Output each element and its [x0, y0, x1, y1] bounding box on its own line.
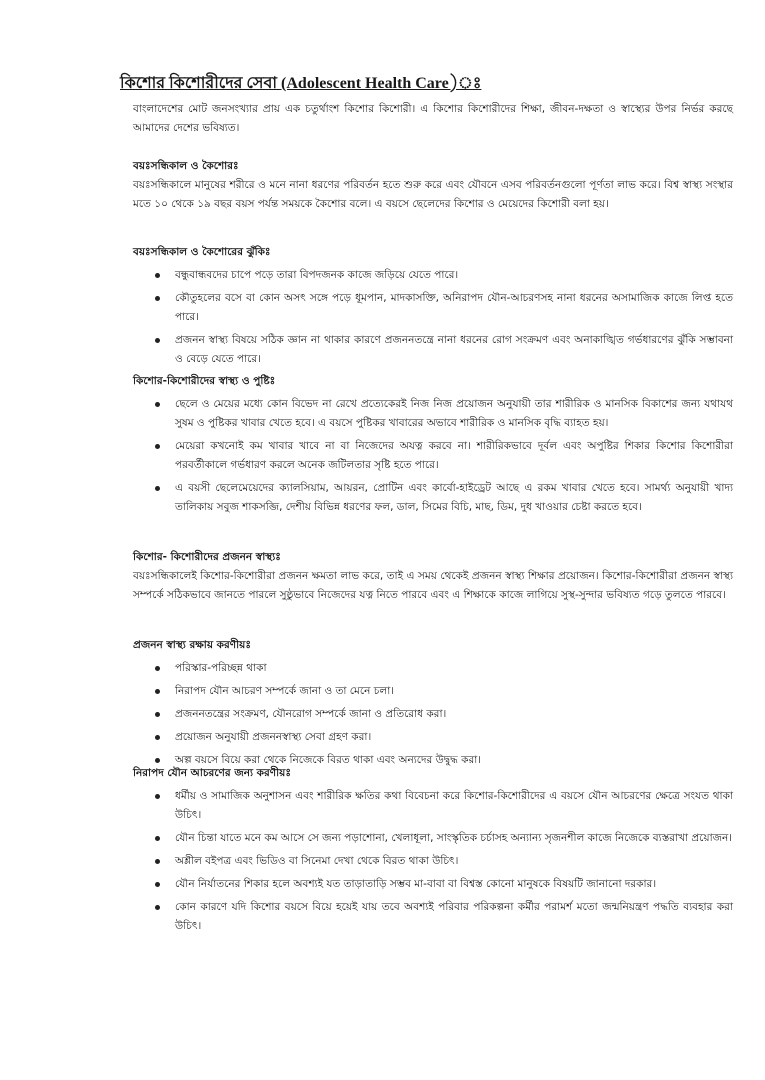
list-item: নিরাপদ যৌন আচরণ সম্পর্কে জানা ও তা মেনে চলা।: [175, 682, 733, 701]
list-item: এ বয়সী ছেলেমেয়েদের ক্যালসিয়াম, আয়রন, প্রোটিন এবং কার্বো-হাইড্রেট আছে এ রকম খাবার খেতে হবে। সামর্থ্য অনুযায়ী খাদ্য তালিকায় সবুজ শাকসব্জি, দেশীয় বিভিন্ন ধরণের ফল, ডাল, সিমের বিচি, মাছ, ডিম, দুধ খাওয়ার চেষ্টা করতে হবে।: [175, 479, 733, 517]
bullet-icon: [155, 338, 160, 343]
bullet-icon: [155, 712, 160, 717]
section-reproductive-care: [133, 636, 733, 774]
bullet-icon: [155, 859, 160, 864]
bullet-icon: [155, 486, 160, 491]
list-item: ধর্মীয় ও সামাজিক অনুশাসন এবং শারীরিক ক্ষতির কথা বিবেচনা করে কিশোর-কিশোরীদের এ বয়সে যৌন আচরণের ক্ষেত্রে সংযত থাকা উচিৎ।: [175, 787, 733, 825]
list-item: ছেলে ও মেয়ের মধ্যে কোন বিভেদ না রেখে প্রত্যেকেরই নিজ নিজ প্রয়োজন অনুযায়ী তার শারীরিক ও মানসিক বিকাশের জন্য যথাযথ সুষম ও পুষ্টিকর খাবার খেতে হবে। এ বয়সে পুষ্টিকর খাবারের অভাবে শারীরিক ও মানসিক বৃদ্ধি ব্যাহত হয়।: [175, 395, 733, 433]
list-item: মেয়েরা কখনোই কম খাবার খাবে না বা নিজেদের অযত্ন করবে না। শারীরিকভাবে দূর্বল এবং অপুষ্টির শিকার কিশোর কিশোরীরা পরবর্তীকালে গর্ভধারণ করলে অনেক জটিলতার সৃষ্টি হতে পারে।: [175, 437, 733, 475]
list-item: প্রজনন স্বাস্থ্য বিষয়ে সঠিক জ্ঞান না থাকার কারণে প্রজননতন্ত্রে নানা ধরনের রোগ সংক্রমণ এবং অনাকাঙ্খিত গর্ভধারণের ঝুঁকি সম্ভাবনা ও বেড়ে যেতে পারে।: [175, 331, 733, 369]
bullet-icon: [155, 882, 160, 887]
list-item: অল্প বয়সে বিয়ে করা থেকে নিজেকে বিরত থাকা এবং অন্যদের উদ্বুদ্ধ করা।: [175, 751, 733, 770]
list-item: অশ্লীল বইপত্র এবং ভিডিও বা সিনেমা দেখা থেকে বিরত থাকা উচিৎ।: [175, 852, 733, 871]
section-health-nutrition: [133, 372, 733, 521]
section-paragraph: বয়ঃসন্ধিকালেই কিশোর-কিশোরীরা প্রজনন ক্ষমতা লাভ করে, তাই এ সময় থেকেই প্রজনন স্বাস্থ্য শিক্ষার প্রয়োজন। কিশোর-কিশোরীরা প্রজনন স্বাস্থ্য সম্পর্কে সঠিকভাবে জানতে পারলে সুষ্ঠুভাবে নিজেদের যত্ন নিতে পারবে এবং এ শিক্ষাকে কাজে লাগিয়ে সুস্থ-সুন্দার ভবিষ্যত গড়ে তুলতে পারবে।: [133, 570, 733, 601]
bullet-icon: [155, 794, 160, 799]
list-item: বন্ধুবান্ধবদের চাপে পড়ে তারা বিপদজনক কাজে জড়িয়ে যেতে পারে।: [175, 266, 733, 285]
section-heading: বয়ঃসন্ধিকাল ও কৈশোরের ঝুঁকিঃ: [133, 246, 271, 258]
section-risks: [133, 243, 733, 373]
bullet-list: [133, 395, 733, 517]
bullet-list: [133, 787, 733, 936]
bullet-icon: [155, 758, 160, 763]
section-heading: প্রজনন স্বাস্থ্য রক্ষায় করণীয়ঃ: [133, 639, 251, 651]
list-item: প্রজননতন্ত্রের সংক্রমণ, যৌনরোগ সম্পর্কে জানা ও প্রতিরোধ করা।: [175, 705, 733, 724]
bullet-icon: [155, 836, 160, 841]
section-heading: কিশোর-কিশোরীদের স্বাস্থ্য ও পুষ্টিঃ: [133, 375, 276, 387]
bullet-list: [133, 266, 733, 369]
list-item: যৌন চিন্তা যাতে মনে কম আসে সে জন্য পড়াশোনা, খেলাধূলা, সাংস্কৃতিক চর্চাসহ অন্যান্য সৃজনশীল কাজে নিজেকে ব্যস্তরাখা প্রয়োজন।: [175, 829, 733, 848]
bullet-icon: [155, 402, 160, 407]
bullet-icon: [155, 735, 160, 740]
list-item: যৌন নির্যাতনের শিকার হলে অবশ্যই যত তাড়াতাড়ি সম্ভব মা-বাবা বা বিশ্বস্ত কোনো মানুষকে বিষয়টি জানানো দরকার।: [175, 875, 733, 894]
section-paragraph: বয়ঃসন্ধিকালে মানুষের শরীরে ও মনে নানা ধরণের পরিবর্তন হতে শুরু করে এবং যৌবনে এসব পরিবর্তনগুলো পূর্ণতা লাভ করে। বিশ্ব স্বাস্থ্য সংস্থার মতে ১০ থেকে ১৯ বছর বয়স পর্যন্ত সময়কে কৈশোর বলে। এ বয়সে ছেলেদের কিশোর ও মেয়েদের কিশোরী বলা হয়।: [133, 179, 733, 210]
list-item: পরিস্কার-পরিচ্ছন্ন থাকা: [175, 659, 733, 678]
document-title: কিশোর কিশোরীদের সেবা (Adolescent Health Care)ঃ: [120, 75, 482, 92]
section-adolescence: [133, 157, 733, 214]
list-item: কৌতুহলের বসে বা কোন অসৎ সঙ্গে পড়ে ধূমপান, মাদকাসক্তি, অনিরাপদ যৌন-আচরণসহ নানা ধরনের অসামাজিক কাজে লিপ্ত হতে পারে।: [175, 289, 733, 327]
list-item: কোন কারণে যদি কিশোর বয়সে বিয়ে হয়েই যায় তবে অবশ্যই পরিবার পরিকল্পনা কর্মীর পরামর্শ মতো জন্মনিয়ন্ত্রণ পদ্ধতি ব্যবহার করা উচিৎ।: [175, 898, 733, 936]
bullet-list: [133, 659, 733, 770]
intro-paragraph: বাংলাদেশের মোট জনসংখ্যার প্রায় এক চতুর্থাংশ কিশোর কিশোরী। এ কিশোর কিশোরীদের শিক্ষা, জীবন-দক্ষতা ও স্বাস্থ্যের উপর নির্ভর করছে আমাদের দেশের ভবিষ্যত।: [133, 103, 733, 134]
section-heading: নিরাপদ যৌন আচরণের জন্য করণীয়ঃ: [133, 767, 291, 779]
section-heading: বয়ঃসন্ধিকাল ও কৈশোরঃ: [133, 160, 239, 172]
bullet-icon: [155, 689, 160, 694]
section-safe-behavior: [133, 764, 733, 940]
section-heading: কিশোর- কিশোরীদের প্রজনন স্বাস্থ্যঃ: [133, 551, 281, 563]
list-item: প্রয়োজন অনুযায়ী প্রজননস্বাস্থ্য সেবা গ্রহণ করা।: [175, 728, 733, 747]
bullet-icon: [155, 273, 160, 278]
section-reproductive-health: [133, 548, 733, 605]
bullet-icon: [155, 905, 160, 910]
bullet-icon: [155, 444, 160, 449]
bullet-icon: [155, 296, 160, 301]
bullet-icon: [155, 666, 160, 671]
